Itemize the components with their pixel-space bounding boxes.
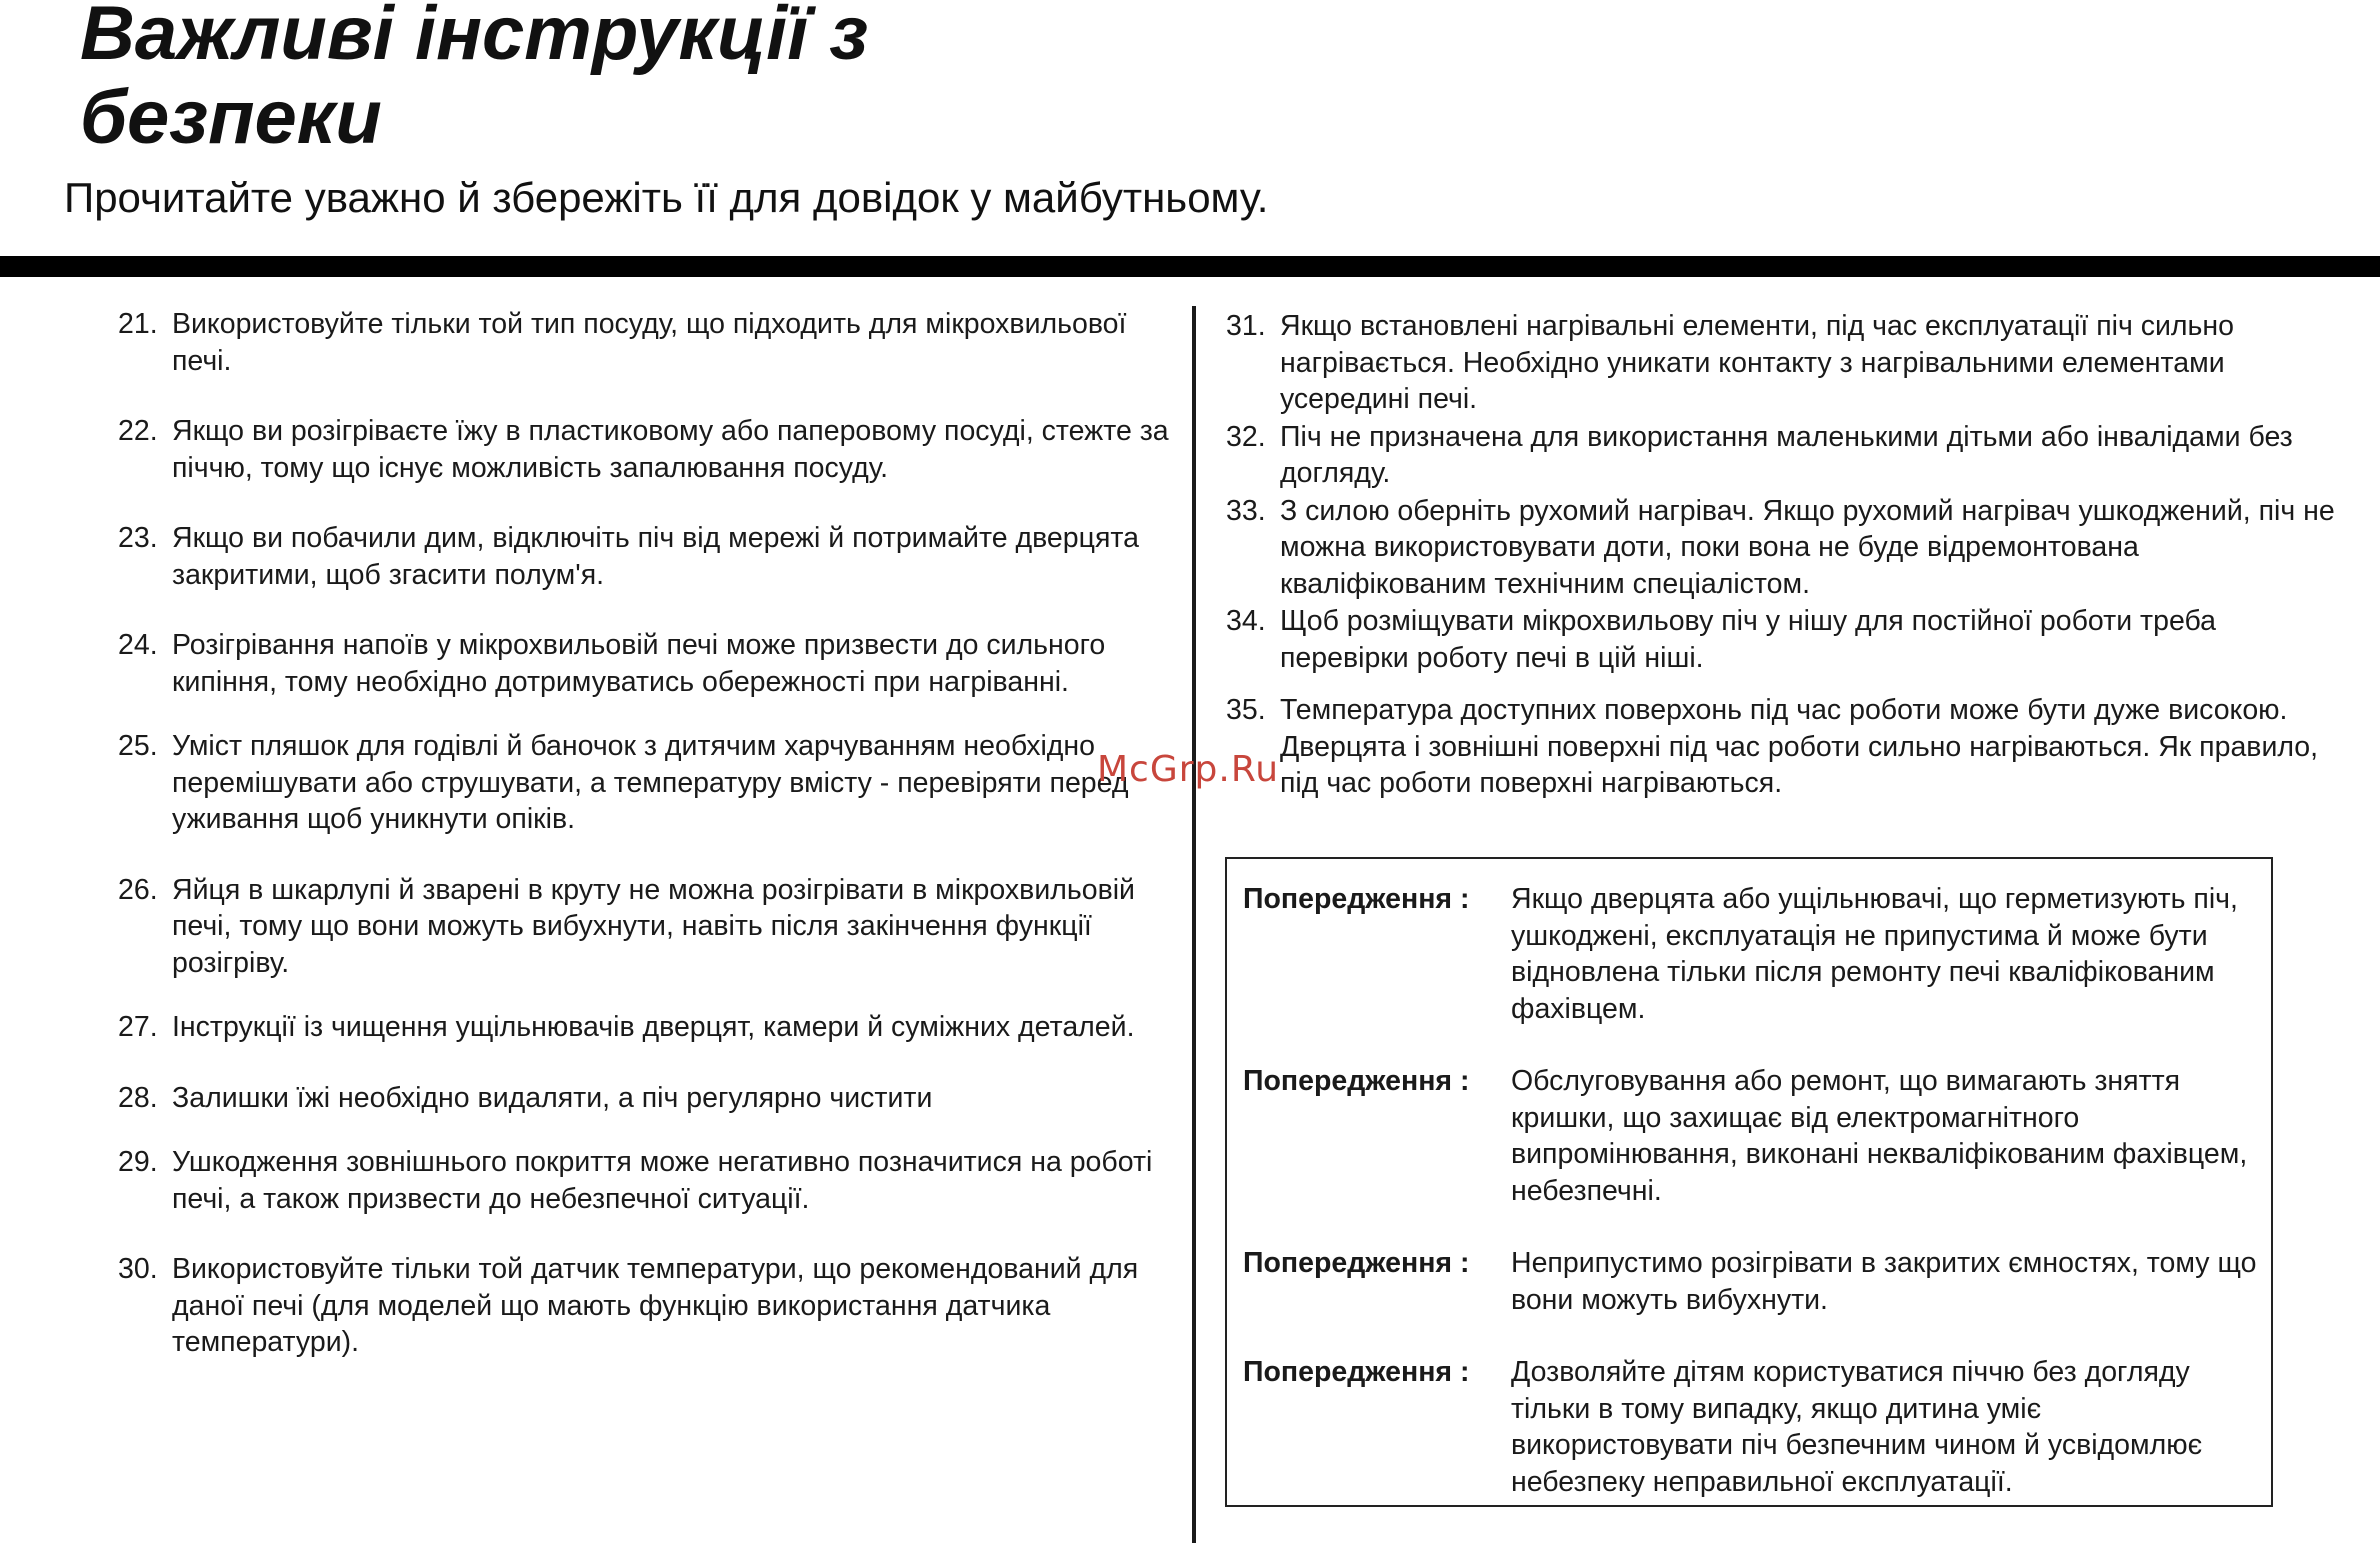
instruction-item-29: 29. Ушкодження зовнішнього покриття може негативно позначитися на роботі печі, а також призвести до небезпечної ситуації. <box>118 1146 1153 1215</box>
right-instructions-list <box>1226 308 2336 803</box>
instruction-item-28: 28. Залишки їжі необхідно видаляти, а піч регулярно чистити <box>118 1081 933 1114</box>
warning-text: Обслуговування або ремонт, що вимагають зняття кришки, що захищає від електромагнітного випромінювання, виконані некваліфікованим фахівцем, небезпечні. <box>1511 1065 2248 1207</box>
warning-text: Дозволяйте дітям користуватися піччю без догляду тільки в тому випадку, якщо дитина уміє використовувати піч безпечним чином й усвідомлює небезпеку неправильної експлуатації. <box>1511 1356 2203 1498</box>
instruction-item-32: 32. Піч не призначена для використання маленькими дітьми або інвалідами без догляду. <box>1226 420 2293 489</box>
page-subtitle: Прочитайте уважно й збережіть її для довідок у майбутньому. <box>64 174 1269 221</box>
instruction-item-30: 30. Використовуйте тільки той датчик температури, що рекомендований для даної печі (для моделей що мають функцію використання датчика температури). <box>118 1253 1139 1358</box>
instruction-item-25: 25. Уміст пляшок для годівлі й баночок з дитячим харчуванням необхідно перемішувати або струшувати, а температуру вмісту - перевіряти перед уживання щоб уникнути опіків. <box>118 730 1129 835</box>
instruction-item-24: 24. Розігрівання напоїв у мікрохвильовій печі може призвести до сильного кипіння, тому необхідно дотримуватись обережності при нагріванні. <box>118 629 1106 698</box>
watermark: McGrp.Ru <box>1097 749 1280 790</box>
warning-text: Якщо дверцята або ущільнювачі, що герметизують піч, ушкоджені, експлуатація не припустима й може бути відновлена тільки після ремонту печі кваліфікованим фахівцем. <box>1511 883 2238 1025</box>
page-title-line-2: безпеки <box>80 75 382 160</box>
header-rule <box>0 256 2380 277</box>
warning-3 <box>1243 1245 2271 1318</box>
warning-4 <box>1243 1354 2271 1500</box>
warning-label: Попередження : <box>1243 883 1470 915</box>
instruction-item-31: 31. Якщо встановлені нагрівальні елементи, під час експлуатації піч сильно нагрівається. Необхідно уникати контакту з нагрівальними елементами усередині печі. <box>1226 310 2234 415</box>
left-instructions-list <box>118 306 1178 1395</box>
instruction-item-27: 27. Інструкції із чищення ущільнювачів дверцят, камери й суміжних деталей. <box>118 1011 1135 1043</box>
instruction-item-22: 22. Якщо ви розігріваєте їжу в пластиковому або паперовому посуді, стежте за піччю, тому що існує можливість запалювання посуду. <box>118 415 1169 484</box>
warnings-box <box>1225 857 2273 1507</box>
instruction-item-26: 26. Яйця в шкарлупі й зварені в круту не можна розігрівати в мікрохвильовій печі, тому що вони можуть вибухнути, навіть після закінчення функції розігріву. <box>118 873 1135 979</box>
warning-label: Попередження : <box>1243 1065 1470 1097</box>
warning-label: Попередження : <box>1243 1247 1470 1279</box>
instruction-item-33: 33. З силою оберніть рухомий нагрівач. Якщо рухомий нагрівач ушкоджений, піч не можна використовувати доти, поки вона не буде відремонтована кваліфікованим технічним спеціалістом. <box>1226 494 2335 600</box>
instruction-item-21: 21. Використовуйте тільки той тип посуду, що підходить для мікрохвильової печі. <box>118 308 1127 377</box>
page-title-line-1: Важливі інструкції з <box>80 0 869 76</box>
instruction-item-23: 23. Якщо ви побачили дим, відключіть піч від мережі й потримайте дверцята закритими, щоб згасити полум'я. <box>118 522 1139 591</box>
instruction-item-34: 34. Щоб розміщувати мікрохвильову піч у нішу для постійної роботи треба перевірки роботу печі в цій ніші. <box>1226 605 2217 674</box>
warning-2 <box>1243 1063 2271 1209</box>
warning-label: Попередження : <box>1243 1356 1470 1388</box>
column-divider <box>1192 306 1196 1543</box>
instruction-item-35: 35. Температура доступних поверхонь під час роботи може бути дуже високою. Дверцята і зовнішні поверхні під час роботи сильно нагріваються. Як правило, під час роботи поверхні нагріваються. <box>1226 694 2319 799</box>
page-title <box>80 0 868 160</box>
warning-1 <box>1243 881 2271 1027</box>
warning-text: Неприпустимо розігрівати в закритих ємностях, тому що вони можуть вибухнути. <box>1511 1247 2257 1316</box>
